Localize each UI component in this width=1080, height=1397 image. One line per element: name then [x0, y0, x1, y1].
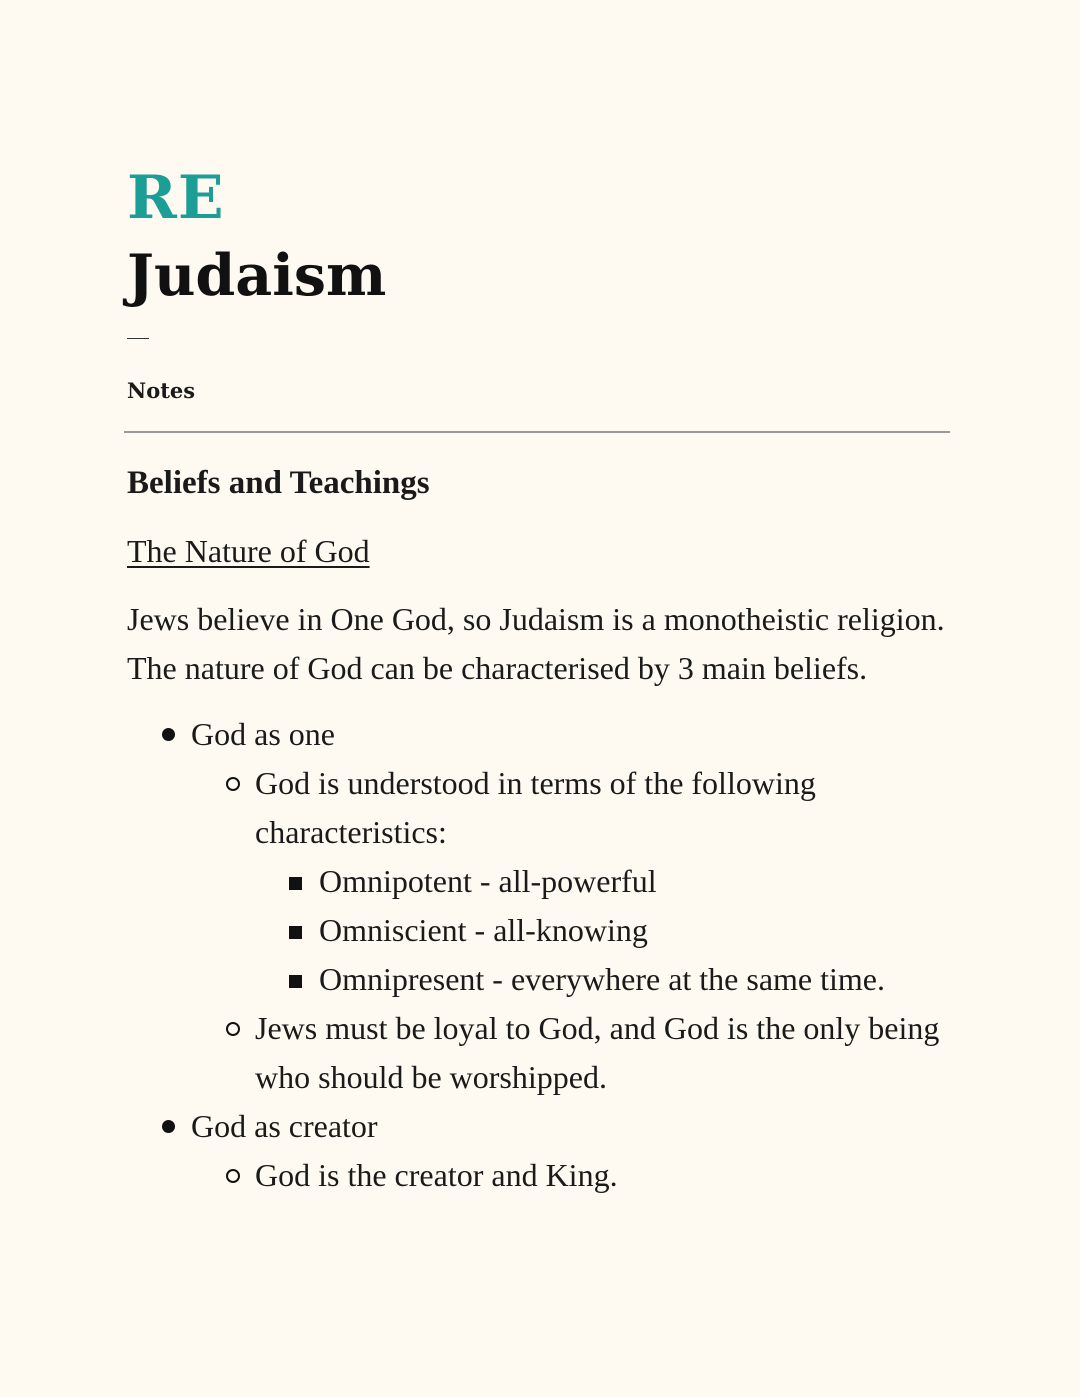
list-item-text: Omniscient - all-knowing	[319, 912, 648, 948]
list-item	[191, 759, 950, 1004]
square-bullet-icon	[289, 926, 302, 939]
notes-label: Notes	[127, 378, 196, 403]
list-item-text: God as creator	[191, 1108, 378, 1144]
list-item	[255, 955, 950, 1004]
intro-paragraph: Jews believe in One God, so Judaism is a monotheistic religion. The nature of God can be characterised by 3 main beliefs.	[127, 601, 945, 686]
hollow-bullet-icon	[226, 1169, 240, 1183]
list-item	[127, 710, 950, 1102]
subject-title: RE	[127, 163, 225, 233]
sub-heading: The Nature of God	[127, 533, 370, 569]
list-item	[191, 1151, 950, 1200]
list-item	[191, 1004, 950, 1102]
list-item-text: God as one	[191, 716, 335, 752]
hollow-bullet-icon	[226, 1022, 240, 1036]
hollow-bullet-icon	[226, 777, 240, 791]
belief-list	[127, 710, 950, 1200]
list-item-text: Omnipotent - all-powerful	[319, 863, 657, 899]
notes-page	[127, 160, 950, 1200]
square-bullet-icon	[289, 975, 302, 988]
list-item	[127, 1102, 950, 1200]
filled-bullet-icon	[162, 728, 175, 741]
list-item-text: God is understood in terms of the following characteristics:	[255, 765, 816, 850]
list-item	[255, 906, 950, 955]
section-heading: Beliefs and Teachings	[127, 465, 430, 501]
list-item-text: Omnipresent - everywhere at the same time.	[319, 961, 885, 997]
sub-list	[191, 759, 950, 1102]
page-title: Judaism	[127, 242, 387, 309]
horizontal-rule	[124, 431, 950, 433]
filled-bullet-icon	[162, 1120, 175, 1133]
list-item-text: God is the creator and King.	[255, 1157, 618, 1193]
sub-list	[191, 1151, 950, 1200]
list-item	[255, 857, 950, 906]
square-bullet-icon	[289, 877, 302, 890]
list-item-text: Jews must be loyal to God, and God is the only being who should be worshipped.	[255, 1010, 940, 1095]
title-dash-divider	[127, 338, 149, 339]
sub-sub-list	[255, 857, 950, 1004]
